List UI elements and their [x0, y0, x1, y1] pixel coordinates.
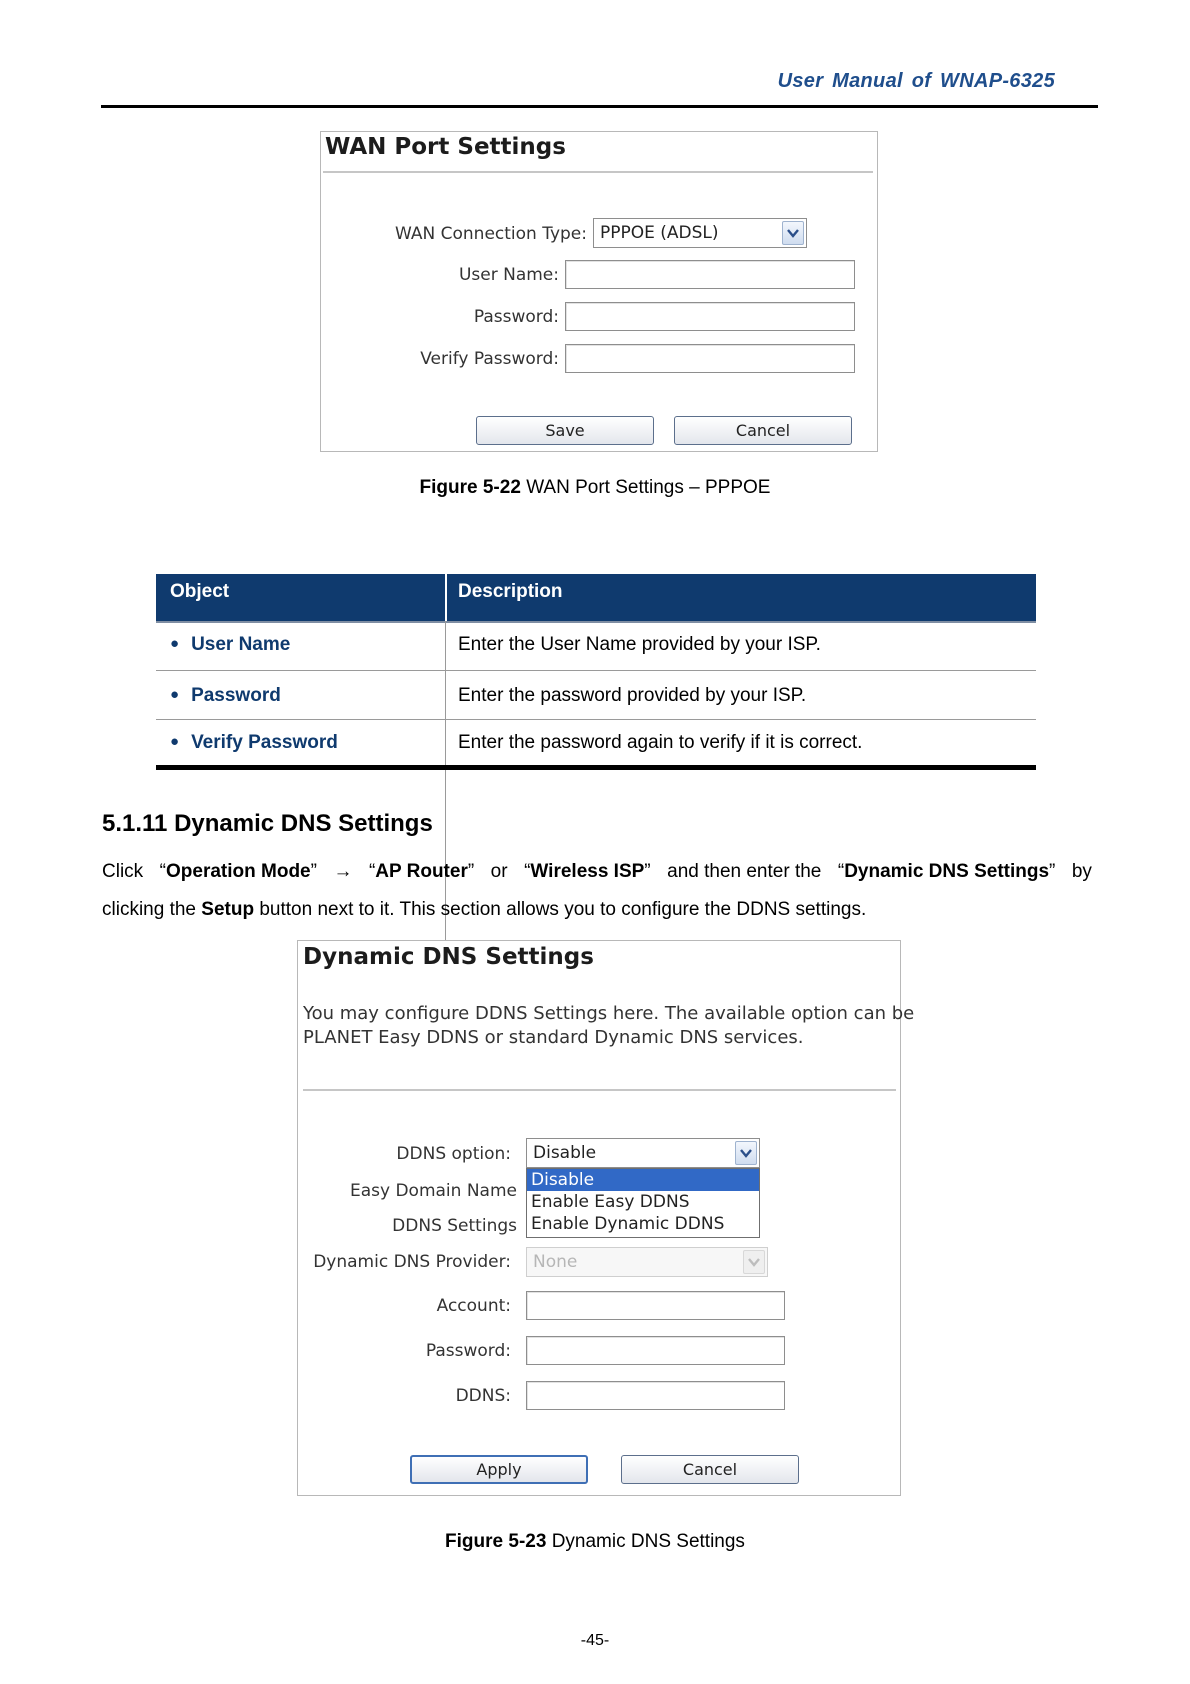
p-ap-router: AP Router: [375, 861, 468, 882]
ddns-input[interactable]: [526, 1381, 785, 1410]
dynamic-dns-settings-panel: [297, 940, 915, 1496]
ddns-option-dropdown-list[interactable]: [526, 1168, 760, 1238]
figure-23-caption: [0, 1531, 1190, 1553]
password-label: Password:: [473, 307, 559, 327]
table-header-description: Description: [458, 581, 563, 602]
table-row-object-text: Verify Password: [191, 732, 338, 753]
table-header-underline: [156, 621, 1036, 623]
table-row-description: Enter the User Name provided by your ISP.: [458, 634, 821, 655]
section-paragraph: [102, 853, 1092, 929]
header-rule: [101, 105, 1098, 108]
user-name-label: User Name:: [458, 265, 559, 285]
arrow-right-icon: →: [333, 861, 353, 882]
wan-connection-type-label: WAN Connection Type:: [395, 224, 587, 244]
p-click: Click: [102, 861, 144, 882]
p-and-then: and then enter the: [667, 861, 822, 882]
dynamic-dns-provider-select[interactable]: [526, 1247, 768, 1277]
bullet-icon: ●: [170, 733, 180, 750]
p-op-mode: Operation Mode: [166, 861, 311, 882]
table-header-divider: [445, 574, 447, 621]
figure-22-text: WAN Port Settings – PPPOE: [526, 477, 771, 498]
account-label: Account:: [436, 1296, 511, 1316]
table-row-object: [170, 634, 290, 656]
table-row-description: Enter the password provided by your ISP.: [458, 685, 807, 706]
account-input[interactable]: [526, 1291, 785, 1320]
cancel-button[interactable]: Cancel: [674, 416, 852, 445]
ddns-password-input[interactable]: [526, 1336, 785, 1365]
p-by: by: [1071, 861, 1092, 882]
p-ddns-settings-wrap: “Dynamic DNS Settings”: [837, 861, 1056, 882]
p-or: or: [490, 861, 508, 882]
verify-password-input[interactable]: [565, 344, 855, 373]
figure-23-text: Dynamic DNS Settings: [551, 1531, 745, 1552]
manual-header-title: User Manual of WNAP-6325: [777, 70, 1055, 92]
ddns-intro-line-1: You may configure DDNS Settings here. The available option can be: [303, 1003, 915, 1024]
ddns-option-label: DDNS option:: [396, 1144, 511, 1164]
wan-panel-title: WAN Port Settings: [325, 134, 566, 160]
p-ap-router-wrap: “AP Router”: [368, 861, 475, 882]
ddns-label: DDNS:: [455, 1386, 511, 1406]
dropdown-option-enable-dynamic-ddns[interactable]: Enable Dynamic DDNS: [531, 1214, 725, 1234]
p-op-mode-wrap: “Operation Mode”: [159, 861, 317, 882]
p-wireless-isp: Wireless ISP: [530, 861, 645, 882]
figure-23-number: Figure 5-23: [445, 1531, 547, 1552]
table-header-row: [156, 574, 1036, 621]
dynamic-dns-provider-label: Dynamic DNS Provider:: [313, 1252, 511, 1272]
dropdown-option-disable[interactable]: Disable: [527, 1169, 759, 1191]
wan-connection-type-value: PPPOE (ADSL): [600, 223, 719, 243]
ddns-option-select[interactable]: [526, 1138, 760, 1168]
p-rest: button next to it. This section allows you to configure the DDNS settings.: [259, 899, 867, 920]
table-row-object-text: Password: [191, 685, 281, 706]
p-setup: Setup: [201, 899, 255, 920]
table-row-divider: [156, 719, 1036, 720]
paragraph-line-1: [102, 853, 1092, 891]
figure-22-caption: [0, 477, 1190, 499]
page-number: -45-: [580, 1632, 610, 1649]
paragraph-line-2: [102, 891, 1092, 929]
table-row-description: Enter the password again to verify if it is correct.: [458, 732, 863, 753]
user-name-input[interactable]: [565, 260, 855, 289]
table-header-object: Object: [170, 581, 230, 602]
table-row-divider: [156, 670, 1036, 671]
ddns-panel-rule: [303, 1089, 896, 1091]
ddns-intro-line-2: PLANET Easy DDNS or standard Dynamic DNS services.: [303, 1027, 804, 1048]
ddns-cancel-button[interactable]: Cancel: [621, 1455, 799, 1484]
p-wireless-isp-wrap: “Wireless ISP”: [524, 861, 651, 882]
wan-port-settings-panel: [320, 131, 878, 452]
dynamic-dns-provider-value: None: [533, 1252, 578, 1272]
wan-connection-type-select[interactable]: [593, 218, 807, 248]
ddns-panel-title: Dynamic DNS Settings: [303, 944, 594, 970]
chevron-down-icon[interactable]: [743, 1250, 765, 1274]
chevron-down-icon[interactable]: [782, 221, 804, 245]
ddns-option-value: Disable: [533, 1143, 597, 1163]
p-clicking-the: clicking the: [102, 899, 196, 920]
save-button[interactable]: Save: [476, 416, 654, 445]
wan-panel-rule: [323, 171, 873, 173]
figure-22-number: Figure 5-22: [419, 477, 521, 498]
bullet-icon: ●: [170, 686, 180, 703]
dropdown-option-enable-easy-ddns[interactable]: Enable Easy DDNS: [531, 1192, 690, 1212]
ddns-password-label: Password:: [425, 1341, 511, 1361]
table-bottom-rule: [156, 765, 1036, 770]
section-heading: 5.1.11 Dynamic DNS Settings: [102, 810, 433, 837]
table-row-object: [170, 685, 281, 707]
table-row-object: [170, 732, 338, 754]
apply-button[interactable]: Apply: [410, 1455, 588, 1484]
easy-domain-name-label: Easy Domain Name: [349, 1181, 517, 1201]
table-row-object-text: User Name: [191, 634, 291, 655]
ddns-settings-label: DDNS Settings: [392, 1216, 517, 1236]
chevron-down-icon[interactable]: [735, 1141, 757, 1165]
verify-password-label: Verify Password:: [420, 349, 559, 369]
bullet-icon: ●: [170, 635, 180, 652]
password-input[interactable]: [565, 302, 855, 331]
p-ddns-settings: Dynamic DNS Settings: [844, 861, 1050, 882]
